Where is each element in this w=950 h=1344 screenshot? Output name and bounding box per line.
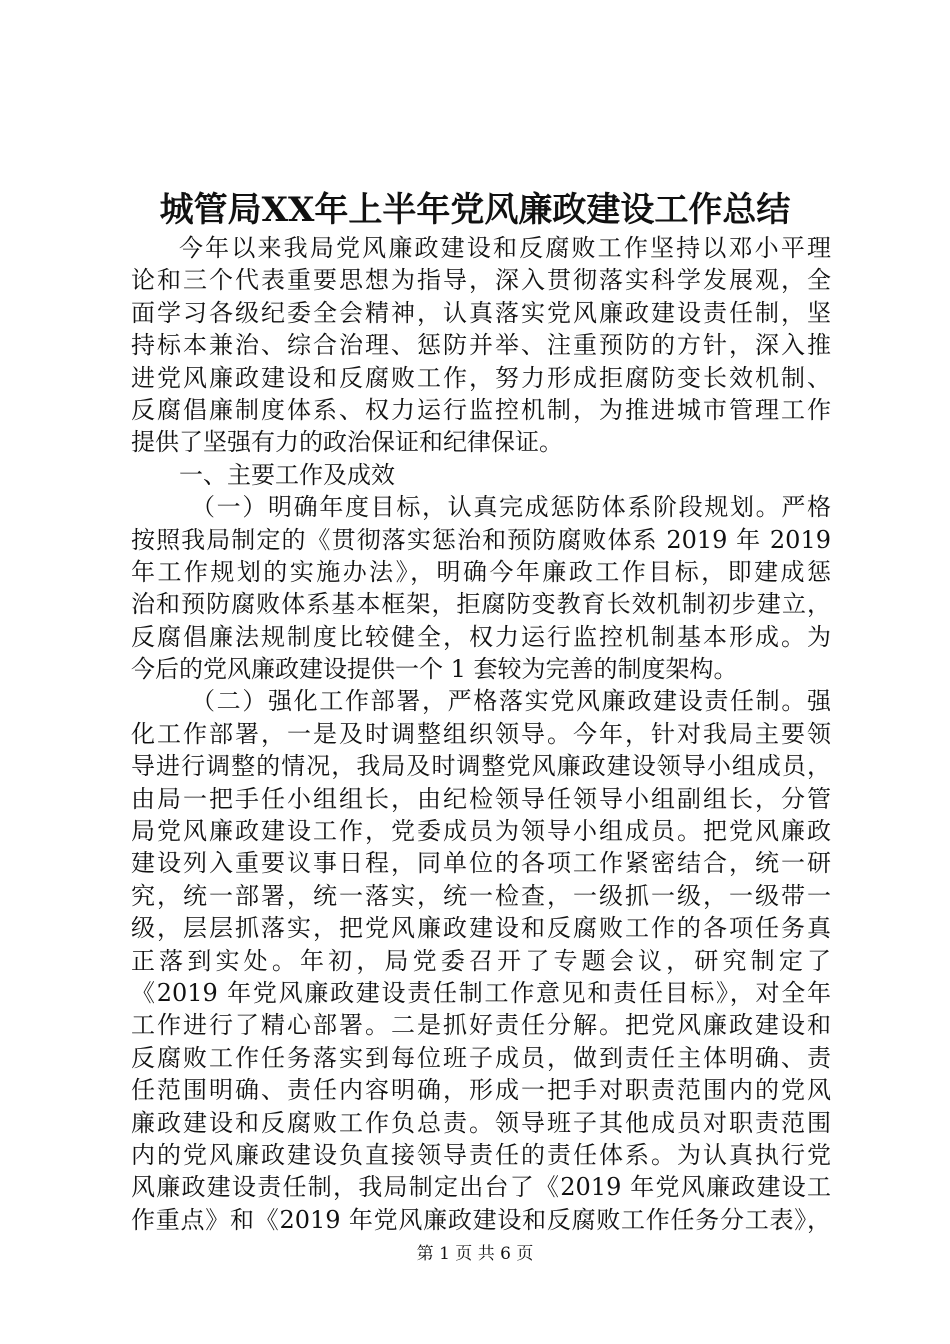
body-line: 按照我局制定的《贯彻落实惩治和预防腐败体系 2019 年 2019: [131, 525, 831, 554]
body-line: 反腐败工作任务落实到每位班子成员，做到责任主体明确、责: [131, 1043, 831, 1072]
body-line: 化工作部署，一是及时调整组织领导。今年，针对我局主要领: [131, 719, 831, 748]
body-line: 级，层层抓落实，把党风廉政建设和反腐败工作的各项任务真: [131, 914, 831, 943]
section-heading: 一、主要工作及成效: [179, 460, 395, 489]
body-line: （二）强化工作部署，严格落实党风廉政建设责任制。强: [191, 687, 831, 716]
body-line: 治和预防腐败体系基本框架，拒腐防变教育长效机制初步建立，: [131, 590, 831, 619]
body-line: 廉政建设和反腐败工作负总责。领导班子其他成员对职责范围: [131, 1108, 831, 1137]
body-line: 面学习各级纪委全会精神，认真落实党风廉政建设责任制，坚: [131, 298, 831, 327]
body-line: 今后的党风廉政建设提供一个 1 套较为完善的制度架构。: [131, 655, 738, 684]
body-line: 持标本兼治、综合治理、惩防并举、注重预防的方针，深入推: [131, 331, 831, 360]
body-line: 内的党风廉政建设负直接领导责任的责任体系。为认真执行党: [131, 1140, 831, 1169]
body-line: 正落到实处。年初，局党委召开了专题会议，研究制定了: [131, 946, 831, 975]
page-footer: 第 1 页 共 6 页: [416, 1244, 534, 1264]
body-line: 风廉政建设责任制，我局制定出台了《2019 年党风廉政建设工: [131, 1173, 831, 1202]
body-line: 由局一把手任小组组长，由纪检领导任领导小组副组长，分管: [131, 784, 831, 813]
body-line: 导进行调整的情况，我局及时调整党风廉政建设领导小组成员，: [131, 752, 831, 781]
body-line: 任范围明确、责任内容明确，形成一把手对职责范围内的党风: [131, 1076, 831, 1105]
body-line: 反腐倡廉制度体系、权力运行监控机制，为推进城市管理工作: [131, 395, 831, 424]
body-line: 今年以来我局党风廉政建设和反腐败工作坚持以邓小平理: [179, 234, 831, 262]
body-line: 工作进行了精心部署。二是抓好责任分解。把党风廉政建设和: [131, 1011, 831, 1040]
body-line: 《2019 年党风廉政建设责任制工作意见和责任目标》，对全年: [131, 978, 831, 1007]
body-line: （一）明确年度目标，认真完成惩防体系阶段规划。严格: [191, 493, 831, 522]
document-body: [131, 232, 831, 1236]
body-line: 论和三个代表重要思想为指导，深入贯彻落实科学发展观，全: [131, 266, 831, 295]
body-line: 年工作规划的实施办法》，明确今年廉政工作目标，即建成惩: [131, 557, 831, 586]
body-line: 提供了坚强有力的政治保证和纪律保证。: [131, 428, 563, 457]
document-title: 城管局XX年上半年党风廉政建设工作总结: [159, 190, 791, 230]
body-line: 建设列入重要议事日程，同单位的各项工作紧密结合，统一研: [131, 849, 831, 878]
body-line: 究，统一部署，统一落实，统一检查，一级抓一级，一级带一: [131, 881, 831, 910]
body-line: 局党风廉政建设工作，党委成员为领导小组成员。把党风廉政: [131, 817, 831, 846]
body-line: 反腐倡廉法规制度比较健全，权力运行监控机制基本形成。为: [131, 622, 831, 651]
body-line: 作重点》和《2019 年党风廉政建设和反腐败工作任务分工表》，: [131, 1205, 831, 1234]
body-line: 进党风廉政建设和反腐败工作，努力形成拒腐防变长效机制、: [131, 363, 831, 392]
